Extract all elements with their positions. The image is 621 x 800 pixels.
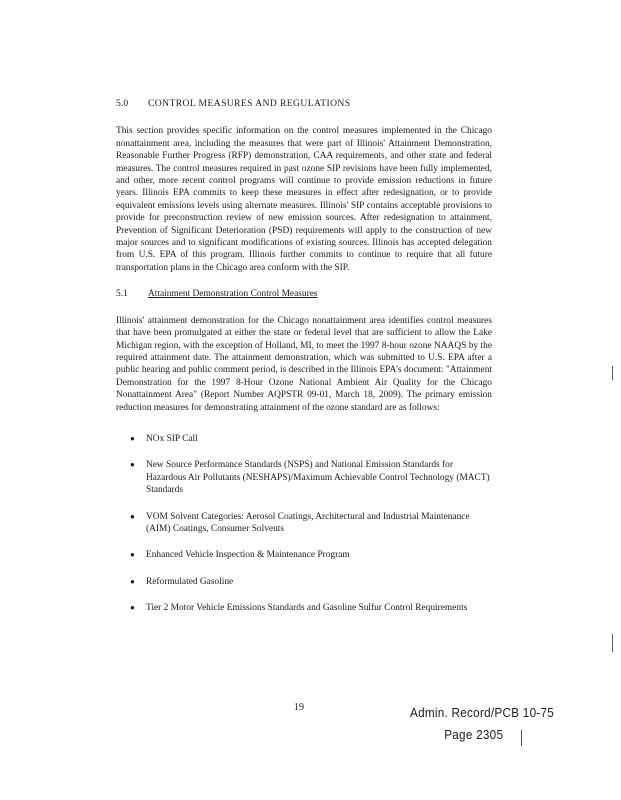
subsection-number: 5.1 [116, 289, 128, 300]
section-title: CONTROL MEASURES AND REGULATIONS [148, 98, 351, 109]
list-item: ● Enhanced Vehicle Inspection & Maintenance Program [116, 549, 492, 561]
bullet-icon: ● [130, 550, 135, 560]
bullet-icon: ● [130, 603, 135, 613]
record-stamp [410, 702, 554, 746]
stamp-line-page: Page 2305 [444, 727, 504, 742]
bullet-icon: ● [130, 433, 135, 443]
stamp-line-record: Admin. Record/PCB 10-75 [410, 705, 555, 720]
bullet-icon: ● [130, 576, 135, 586]
section-heading [116, 98, 492, 110]
subsection-paragraph: Illinois' attainment demonstration for the Chicago nonattainment area identifies control measures that have been promulgated at either the state or federal level that are sufficient to allow the Lake Michigan region, with the exception of Holland, MI, to meet the 1997 8-hour ozone NAAQS by the required attainment date. The attainment demonstration, which was submitted to U.S. EPA after a public hearing and public comment period, is described in the Illinois EPA's document: "Attainment Demonstration for the 1997 8-Hour Ozone National Ambient Air Quality for the Chicago Nonattainment Area" (Report Number AQPSTR 09-01, March 18, 2009). The primary emission reduction measures for demonstrating attainment of the ozone standard are as follows: [116, 315, 492, 413]
list-item: ● Tier 2 Motor Vehicle Emissions Standards and Gasoline Sulfur Control Requirements [116, 602, 492, 614]
page-content [116, 98, 492, 629]
section-number: 5.0 [116, 98, 129, 109]
subsection-title: Attainment Demonstration Control Measures [148, 289, 318, 300]
scan-artifact [521, 730, 522, 746]
list-item: ● NOx SIP Call [116, 433, 492, 445]
list-item: ● New Source Performance Standards (NSPS) and National Emission Standards for Hazardous Air Pollutants (NESHAPS)/Maximum Achievable Control Technology (MACT) Standards [116, 459, 492, 496]
subsection-heading [116, 288, 492, 300]
page-number: 19 [294, 702, 304, 713]
list-item: ● Reformulated Gasoline [116, 576, 492, 588]
scan-artifact [612, 366, 613, 380]
bullet-icon: ● [130, 511, 135, 521]
list-item: ● VOM Solvent Categories: Aerosol Coatings, Architectural and Industrial Maintenance (AIM) Coatings, Consumer Solvents [116, 511, 492, 536]
control-measures-list [116, 433, 492, 615]
scan-artifact [612, 634, 613, 652]
bullet-icon: ● [130, 460, 135, 470]
section-paragraph: This section provides specific information on the control measures implemented in the Chicago nonattainment area, including the measures that were part of Illinois' Attainment Demonstration, Reasonable Further Progress (RFP) demonstration, CAA requirements, and other state and federal measures. The control measures required in past ozone SIP revisions have been fully implemented, and other, more recent control programs will continue to provide emission reductions in future years. Illinois EPA commits to keep these measures in effect after redesignation, or to provide equivalent emissions levels using alternate measures. Illinois' SIP contains acceptable provisions to provide for preconstruction review of new emission sources. After redesignation to attainment, Prevention of Significant Deterioration (PSD) requirements will apply to the construction of new major sources and to significant modifications of existing sources. Illinois has accepted delegation from U.S. EPA of this program. Illinois further commits to continue to require that all future transportation plans in the Chicago area conform with the SIP. [116, 126, 492, 273]
